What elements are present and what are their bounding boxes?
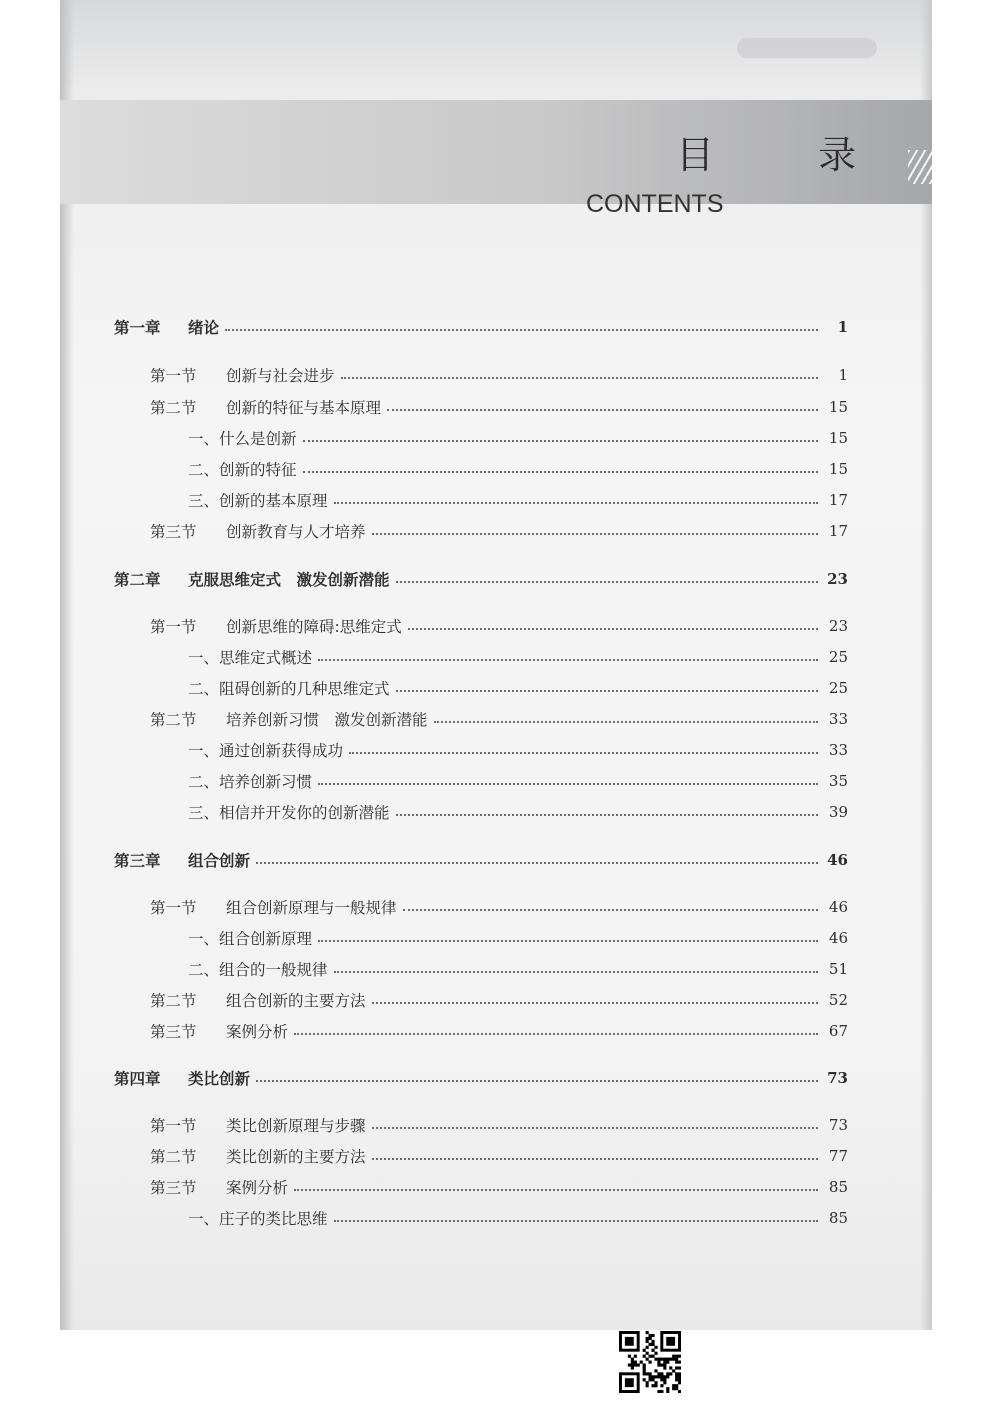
toc-entry-title: 类比创新的主要方法 <box>226 1148 366 1166</box>
toc-entry-title: 绪论 <box>188 319 220 337</box>
toc-entry-title: 类比创新 <box>188 1070 251 1088</box>
toc-item-row[interactable] <box>188 674 848 702</box>
toc-entry-title: 一、组合创新原理 <box>188 930 313 948</box>
dot-leader <box>372 1158 818 1160</box>
toc-entry-number: 第二节 <box>150 711 197 729</box>
toc-item-row[interactable] <box>188 924 848 952</box>
page-subtitle: CONTENTS <box>586 190 724 218</box>
toc-entry-number: 第三章 <box>114 852 161 870</box>
toc-item-row[interactable] <box>188 455 848 483</box>
toc-page-number: 85 <box>828 1209 848 1227</box>
toc-section-row[interactable] <box>150 986 848 1014</box>
toc-entry-label <box>150 989 366 1011</box>
toc-page-number: 51 <box>828 960 848 978</box>
toc-entry-title: 案例分析 <box>226 1179 289 1197</box>
toc-page-number: 17 <box>828 491 848 509</box>
dot-leader <box>372 533 818 535</box>
toc-entry-label <box>114 1067 250 1089</box>
toc-entry-label <box>114 316 219 338</box>
toc-page-number: 1 <box>838 366 848 384</box>
toc-section-row[interactable] <box>150 1111 848 1139</box>
toc-entry-title: 三、相信并开发你的创新潜能 <box>188 804 390 822</box>
toc-page-number: 1 <box>837 318 848 336</box>
toc-entry-label <box>150 1114 366 1136</box>
dot-leader <box>349 752 818 754</box>
toc-page-number: 33 <box>828 741 848 759</box>
toc-entry-label <box>114 568 390 590</box>
toc-item-row[interactable] <box>188 424 848 452</box>
toc-entry-number: 第三节 <box>150 1179 197 1197</box>
dot-leader <box>303 440 818 442</box>
toc-page-number: 15 <box>828 460 848 478</box>
toc-entry-label <box>188 646 312 668</box>
dot-leader <box>396 690 818 692</box>
toc-entry-label <box>114 849 250 871</box>
dot-leader <box>334 502 818 504</box>
toc-chapter-row[interactable] <box>114 846 848 874</box>
toc-entry-number: 第一节 <box>150 367 197 385</box>
toc-entry-number: 第一节 <box>150 1117 197 1135</box>
toc-entry-label <box>188 427 297 449</box>
dot-leader <box>256 862 818 864</box>
toc-section-row[interactable] <box>150 612 848 640</box>
toc-entry-label <box>188 489 328 511</box>
toc-page-number: 23 <box>828 617 848 635</box>
toc-entry-label <box>150 396 381 418</box>
toc-chapter-row[interactable] <box>114 313 848 341</box>
toc-entry-label <box>188 927 312 949</box>
dot-leader <box>408 628 818 630</box>
toc-entry-label <box>150 520 366 542</box>
toc-entry-label <box>188 801 390 823</box>
toc-entry-title: 类比创新原理与步骤 <box>226 1117 366 1135</box>
toc-item-row[interactable] <box>188 486 848 514</box>
toc-page-number: 73 <box>828 1116 848 1134</box>
toc-entry-title: 创新教育与人才培养 <box>226 523 366 541</box>
toc-section-row[interactable] <box>150 1017 848 1045</box>
toc-entry-title: 二、培养创新习惯 <box>188 773 313 791</box>
toc-page-number: 73 <box>827 1069 848 1087</box>
toc-entry-label <box>150 1176 288 1198</box>
qr-code-icon <box>619 1331 681 1393</box>
toc-entry-label <box>150 896 397 918</box>
toc-page-number: 35 <box>828 772 848 790</box>
toc-entry-title: 组合创新原理与一般规律 <box>226 899 397 917</box>
dot-leader <box>387 409 818 411</box>
dot-leader <box>396 581 818 583</box>
toc-item-row[interactable] <box>188 955 848 983</box>
dot-leader <box>396 814 818 816</box>
toc-entry-number: 第一节 <box>150 618 197 636</box>
toc-entry-label <box>188 677 390 699</box>
toc-entry-number: 第二节 <box>150 992 197 1010</box>
toc-entry-title: 创新与社会进步 <box>226 367 335 385</box>
toc-page-number: 33 <box>828 710 848 728</box>
dot-leader <box>372 1002 818 1004</box>
toc-page-number: 17 <box>828 522 848 540</box>
toc-entry-title: 克服思维定式 激发创新潜能 <box>188 571 390 589</box>
dot-leader <box>303 471 818 473</box>
toc-item-row[interactable] <box>188 643 848 671</box>
toc-entry-title: 一、通过创新获得成功 <box>188 742 344 760</box>
toc-entry-title: 创新的特征与基本原理 <box>226 399 382 417</box>
toc-page-number: 77 <box>828 1147 848 1165</box>
dot-leader <box>318 940 818 942</box>
toc-entry-number: 第二节 <box>150 1148 197 1166</box>
dot-leader <box>341 377 818 379</box>
toc-entry-title: 一、思维定式概述 <box>188 649 313 667</box>
page-title: 目 录 <box>676 133 903 177</box>
toc-entry-title: 一、什么是创新 <box>188 430 297 448</box>
toc-page-number: 15 <box>828 398 848 416</box>
dot-leader <box>334 1220 818 1222</box>
toc-entry-title: 培养创新习惯 激发创新潜能 <box>226 711 428 729</box>
toc-entry-label <box>188 458 297 480</box>
dot-leader <box>318 783 818 785</box>
toc-page-number: 46 <box>828 898 848 916</box>
toc-section-row[interactable] <box>150 1173 848 1201</box>
toc-section-row[interactable] <box>150 393 848 421</box>
toc-section-row[interactable] <box>150 361 848 389</box>
toc-entry-title: 二、创新的特征 <box>188 461 297 479</box>
toc-entry-label <box>188 739 343 761</box>
dot-leader <box>318 659 818 661</box>
toc-section-row[interactable] <box>150 1142 848 1170</box>
dot-leader <box>225 329 818 331</box>
toc-entry-title: 创新思维的障碍:思维定式 <box>226 618 402 636</box>
toc-entry-number: 第四章 <box>114 1070 161 1088</box>
toc-entry-number: 第三节 <box>150 1023 197 1041</box>
toc-page-number: 52 <box>828 991 848 1009</box>
toc-entry-number: 第三节 <box>150 523 197 541</box>
toc-entry-title: 二、阻碍创新的几种思维定式 <box>188 680 390 698</box>
toc-chapter-row[interactable] <box>114 1064 848 1092</box>
toc-entry-number: 第一章 <box>114 319 161 337</box>
toc-chapter-row[interactable] <box>114 565 848 593</box>
toc-page-number: 46 <box>827 851 848 869</box>
toc-page-number: 15 <box>828 429 848 447</box>
dot-leader <box>403 909 818 911</box>
dot-leader <box>372 1127 818 1129</box>
toc-entry-label <box>188 1207 328 1229</box>
toc-item-row[interactable] <box>188 798 848 826</box>
toc-page-number: 85 <box>828 1178 848 1196</box>
dot-leader <box>294 1033 818 1035</box>
toc-section-row[interactable] <box>150 517 848 545</box>
toc-entry-title: 案例分析 <box>226 1023 289 1041</box>
toc-entry-label <box>150 708 428 730</box>
toc-entry-number: 第一节 <box>150 899 197 917</box>
toc-page-number: 67 <box>828 1022 848 1040</box>
toc-entry-label <box>188 958 328 980</box>
toc-item-row[interactable] <box>188 736 848 764</box>
toc-page-number: 25 <box>828 679 848 697</box>
toc-section-row[interactable] <box>150 705 848 733</box>
toc-entry-number: 第二节 <box>150 399 197 417</box>
dot-leader <box>256 1080 818 1082</box>
toc-entry-label <box>188 770 312 792</box>
dot-leader <box>434 721 818 723</box>
dot-leader <box>334 971 818 973</box>
toc-entry-label <box>150 1145 366 1167</box>
toc-page-number: 23 <box>827 570 848 588</box>
toc-entry-title: 组合创新的主要方法 <box>226 992 366 1010</box>
toc-page-number: 39 <box>828 803 848 821</box>
toc-section-row[interactable] <box>150 893 848 921</box>
toc-entry-label <box>150 1020 288 1042</box>
toc-entry-label <box>150 364 335 386</box>
toc-item-row[interactable] <box>188 767 848 795</box>
toc-entry-title: 二、组合的一般规律 <box>188 961 328 979</box>
toc-entry-title: 三、创新的基本原理 <box>188 492 328 510</box>
toc-entry-title: 组合创新 <box>188 852 251 870</box>
toc-item-row[interactable] <box>188 1204 848 1232</box>
toc-entry-title: 一、庄子的类比思维 <box>188 1210 328 1228</box>
toc-entry-number: 第二章 <box>114 571 161 589</box>
toc-page-number: 46 <box>828 929 848 947</box>
toc-page-number: 25 <box>828 648 848 666</box>
toc-entry-label <box>150 615 402 637</box>
dot-leader <box>294 1189 818 1191</box>
